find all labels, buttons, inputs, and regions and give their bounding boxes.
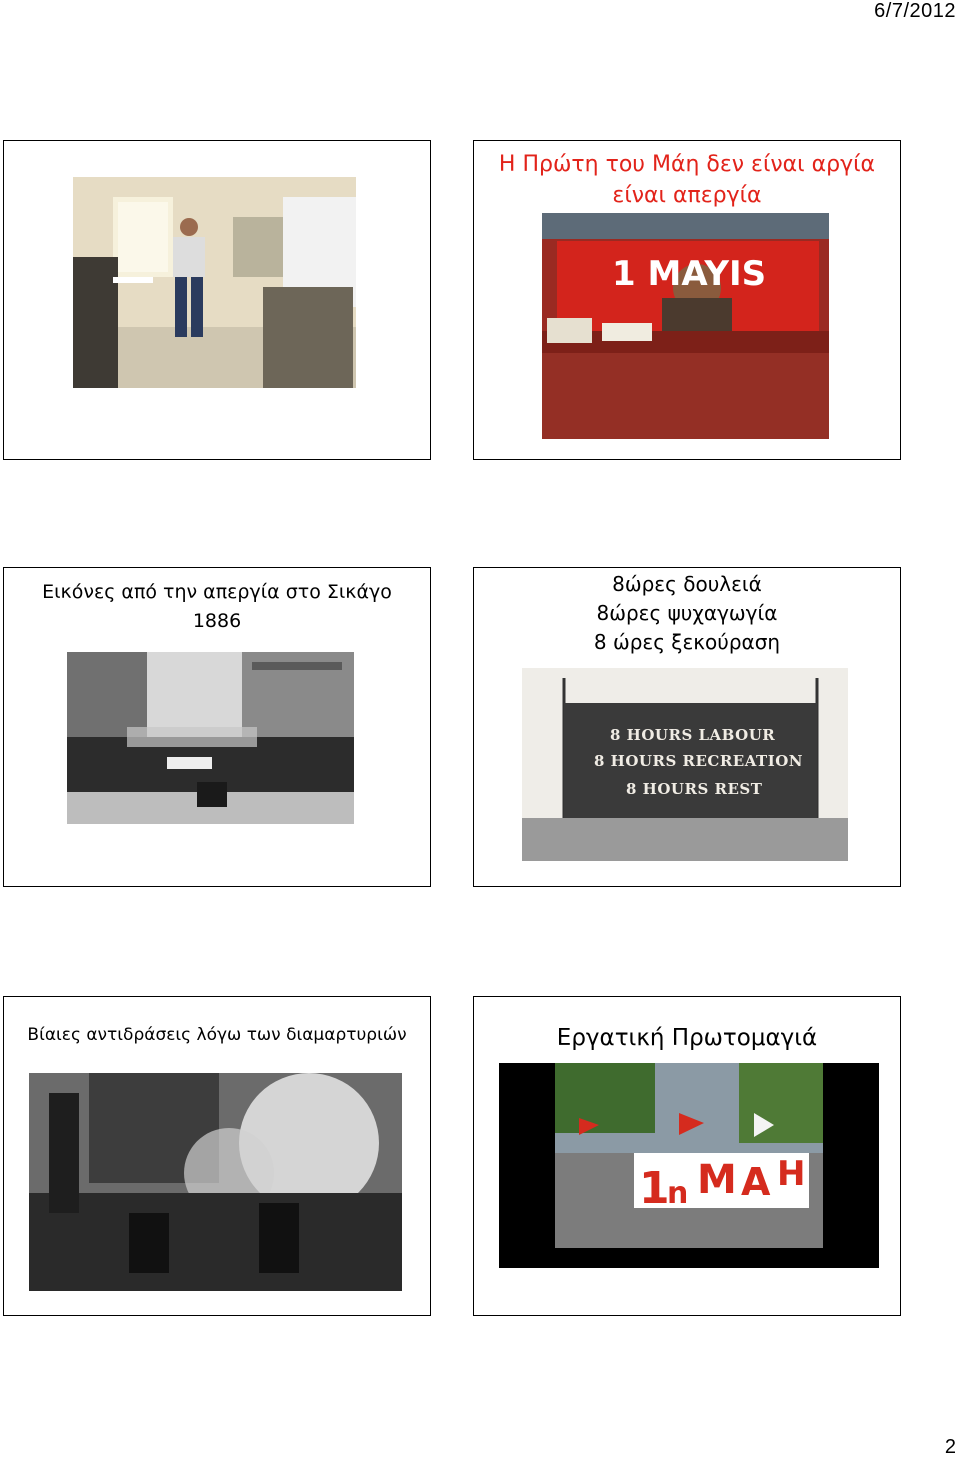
- slide-6-title: [474, 1022, 900, 1054]
- march-sign-n: n: [667, 1176, 689, 1211]
- slide-5-title: [4, 1023, 430, 1047]
- chicago-1886-photo: [67, 652, 354, 824]
- slide-3-title: [4, 578, 430, 636]
- rally-photo: [542, 213, 829, 439]
- labour-banner-line-2: 8 HOURS RECREATION: [594, 752, 804, 770]
- slide-4-title: [474, 570, 900, 657]
- header-date: 6/7/2012: [874, 0, 956, 22]
- labour-banner-line-3: 8 HOURS REST: [626, 780, 763, 798]
- march-sign-1: 1: [639, 1163, 670, 1214]
- slide-4-title-line-2: 8ώρες ψυχαγωγία: [596, 601, 778, 625]
- march-sign-a: A: [741, 1160, 771, 1204]
- rally-banner-text: 1 MAYIS: [612, 254, 767, 294]
- slide-2-title: [474, 149, 900, 211]
- slide-3-title-line-2: 1886: [192, 610, 242, 632]
- slide-6: [473, 996, 901, 1316]
- slide-6-title-line-1: Εργατική Πρωτομαγιά: [556, 1025, 818, 1051]
- slide-2-title-line-1: Η Πρώτη του Μάη δεν είναι αργία: [498, 152, 876, 177]
- slide-5-title-line-1: Βίαιες αντιδράσεις λόγω των διαμαρτυριών: [27, 1025, 407, 1045]
- classroom-photo: [73, 177, 356, 388]
- slide-5: [3, 996, 431, 1316]
- slide-4-title-line-3: 8 ώρες ξεκούραση: [593, 630, 781, 654]
- slide-1: [3, 140, 431, 460]
- page-number: 2: [944, 1436, 956, 1458]
- may-day-march-photo: [499, 1063, 879, 1268]
- march-sign-m: M: [697, 1157, 737, 1203]
- slide-3-title-line-1: Εικόνες από την απεργία στο Σικάγο: [42, 581, 392, 603]
- slide-4: [473, 567, 901, 887]
- slide-4-title-line-1: 8ώρες δουλειά: [612, 572, 762, 596]
- riot-engraving: [29, 1073, 402, 1291]
- slide-3: [3, 567, 431, 887]
- eight-hours-banner-photo: [522, 668, 848, 861]
- labour-banner-line-1: 8 HOURS LABOUR: [610, 726, 776, 744]
- slide-2-title-line-2: είναι απεργία: [612, 183, 762, 208]
- march-sign-h: H: [777, 1154, 806, 1194]
